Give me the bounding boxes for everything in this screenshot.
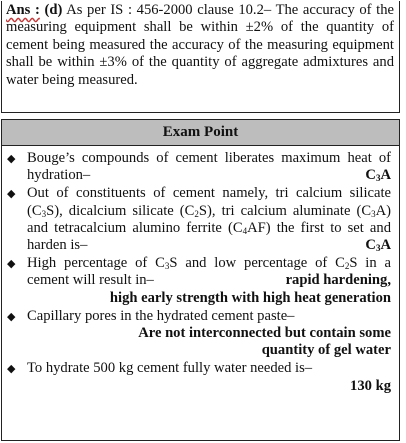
list-item	[7, 185, 391, 254]
question-text: To hydrate 500 kg cement fully water needed is–	[27, 360, 313, 377]
answer-text: Are not interconnected but contain some	[138, 325, 391, 342]
answer-text: rapid hardening,	[285, 272, 391, 289]
list-item	[7, 360, 391, 394]
question-text: Out of constituents of cement namely, tri calcium silicate $(C_3S)$, dicalcium silicate $(C_2S)$, tri calcium aluminate $(C_3A)$ and tetracalcium alumino ferrite $(C_4AF)$ the first to set and harden is–	[27, 185, 391, 254]
answer-option: (d)	[44, 2, 63, 18]
answer-text: 130 kg	[350, 377, 391, 394]
diamond-bullet-icon: ◆	[7, 363, 16, 376]
question-text: Capillary pores in the hydrated cement paste–	[27, 307, 295, 324]
answer-body: The accuracy of the measuring equipment shall be within ±2% of the quantity of cement being measured the accuracy of the measuring equipment shall be within ±3% of the quantity of aggregate admixtures and water being measured.	[6, 2, 395, 88]
answer-label: Ans :	[6, 2, 40, 18]
diamond-bullet-icon: ◆	[7, 258, 16, 271]
answer-text: $C_3A$	[365, 237, 391, 254]
answer-block	[1, 1, 400, 113]
answer-reference: As per IS : 456-2000 clause 10.2–	[66, 2, 272, 18]
exam-point-box	[1, 119, 400, 441]
exam-point-list	[2, 146, 399, 395]
diamond-bullet-icon: ◆	[7, 188, 16, 201]
answer-text: $C_3A$	[365, 167, 391, 184]
diamond-bullet-icon: ◆	[7, 310, 16, 323]
exam-point-title: Exam Point	[2, 120, 399, 146]
question-text: High percentage of $C_3S$ and low percentage of $C_2S$ in a cement will result in–	[27, 255, 391, 289]
diamond-bullet-icon: ◆	[7, 153, 16, 165]
question-text: Bouge’s compounds of cement liberates maximum heat of hydration–	[27, 150, 391, 184]
answer-text: quantity of gel water	[261, 342, 391, 359]
list-item	[7, 255, 391, 307]
answer-text: high early strength with high heat generation	[109, 289, 391, 306]
list-item	[7, 150, 391, 184]
list-item	[7, 308, 391, 360]
